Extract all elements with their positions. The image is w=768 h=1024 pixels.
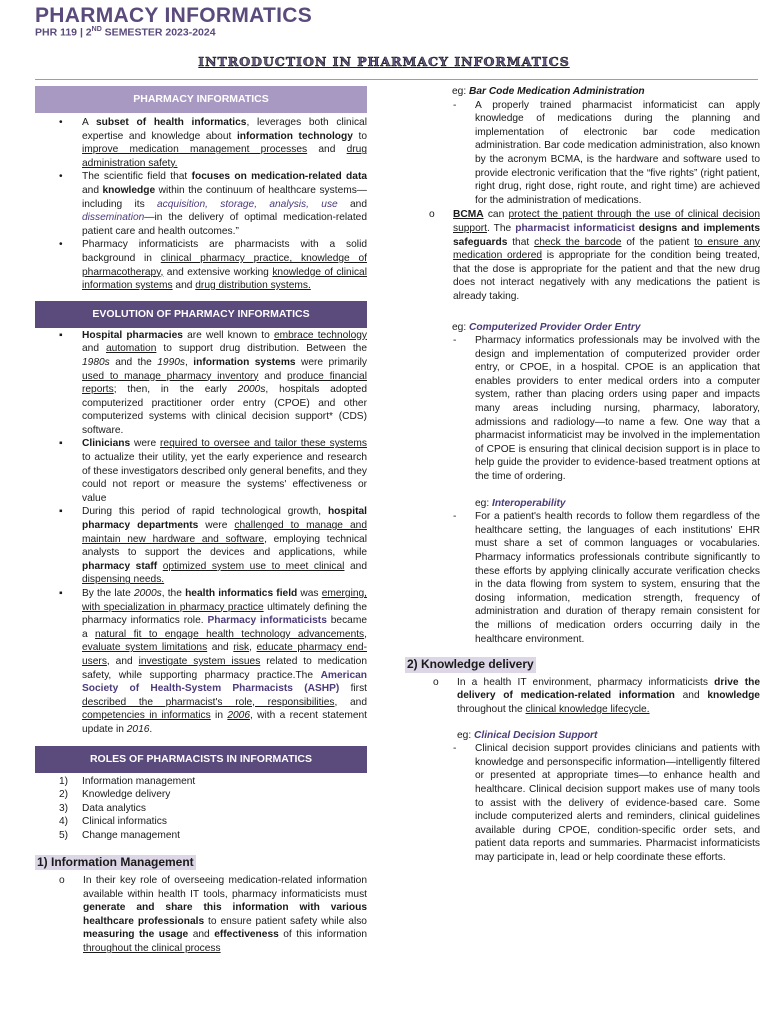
section-heading-knowledge-delivery: 2) Knowledge delivery (407, 657, 534, 672)
list-item: 2) Knowledge delivery (59, 789, 171, 801)
paragraph: - Clinical decision support provides clinicians and patients with knowledge and personspecific information—intelligently filtered or presented at appropriate times—to enhance health and healthcare. Clinical decision support makes use of many tools to assist with the delivery of evidence-based care. Some include computerized alerts and reminders, clinical guidelines available during CPOE, condition-specific order sets, and patient data reports and summaries. Pharmacist informaticists may participate in, lead or help coordinate these efforts. (453, 743, 760, 863)
list-item: • Pharmacy informaticists are pharmacists with a solid background in clinical pharmacy practice, knowledge of pharmacotherapy, and extensive working knowledge of clinical information systems and drug distribution systems. (59, 239, 367, 292)
section-banner-roles: ROLES OF PHARMACISTS IN INFORMATICS (35, 746, 367, 773)
paragraph: o In a health IT environment, pharmacy informaticists drive the delivery of medication-related information and knowledge throughout the clinical knowledge lifecycle. (433, 676, 760, 715)
list-item: 3) Data analytics (59, 802, 146, 814)
list-item: • A subset of health informatics, leverages both clinical expertise and knowledge about information technology to improve medication management processes and drug administration safety. (59, 117, 368, 169)
list-item: ▪ By the late 2000s, the health informatics field was emerging, with specialization in pharmacy practice ultimately defining the pharmacy informatics role. Pharmacy informaticists became a natural fit to engage health technology advancements, evaluate system limitations and risk, educate pharmacy end-users, and investigate system issues related to medication safety, while supporting pharmacy practice.The American Society of Health-System Pharmacists (ASHP) first described the pharmacist's role, responsibilities, and competencies in informatics in 2006, with a recent statement update in 2016. (59, 588, 368, 735)
list-item: • The scientific field that focuses on medication-related data and knowledge within the continuum of healthcare systems—including its acquisition, storage, analysis, use and dissemination—in the delivery of optimal medication-related patient care and health outcomes.” (59, 171, 368, 237)
list-item: ▪ Clinicians were required to oversee and tailor these systems to actualize their utility, yet the early experience and research of these investigators described only general benefits, and they could not report or measure the systems' effectiveness or value (59, 438, 367, 504)
right-column (405, 85, 760, 864)
course-subtitle: PHR 119 | 2ND SEMESTER 2023-2024 (35, 26, 216, 39)
list-item: 4) Clinical informatics (59, 816, 167, 828)
section-banner-evolution: EVOLUTION OF PHARMACY INFORMATICS (35, 301, 367, 328)
roles-list (35, 775, 367, 843)
main-heading: INTRODUCTION IN PHARMACY INFORMATICS (198, 54, 570, 69)
section-heading-information-management: 1) Information Management (37, 854, 194, 869)
list-item: 5) Change management (59, 829, 180, 841)
example-heading: eg: Computerized Provider Order Entry (452, 321, 641, 333)
example-heading: eg: Bar Code Medication Administration (452, 86, 645, 97)
example-heading: eg: Interoperability (475, 497, 566, 509)
list-item: ▪ Hospital pharmacies are well known to embrace technology and automation to support drug distribution. Between the 1980s and the 1990s, information systems were primarily used to manage pharmacy inventory and produce financial reports; then, in the early 2000s, hospitals adopted computerized practitioner order entry (CPOE) and other computerized systems with clinical decision support* (CDS) software. (59, 329, 368, 436)
evolution-list (35, 329, 367, 737)
paragraph: - A properly trained pharmacist informaticist can apply knowledge of medications during the planning and implementation of electronic bar code medication administration. Bar code medication administration, also known by the acronym BCMA, is the hardware and software used to provide electronic verification that the “five rights” (right patient, right drug, right dose, right route, and right time) are achieved for the administration of medications. (453, 99, 760, 206)
example-heading: eg: Clinical Decision Support (457, 729, 598, 741)
list-item: 1) Information management (59, 775, 196, 787)
paragraph: o BCMA can protect the patient through the use of clinical decision support. The pharmacist informaticist designs and implements safeguards that check the barcode of the patient to ensure any medication ordered is appropriate for the condition being treated, that the dose is appropriate for the patient and that the new drug does not interact negatively with any medications the patient is already taking. (429, 209, 761, 302)
paragraph: - Pharmacy informatics professionals may be involved with the design and implementation of computerized provider order entry, or CPOE, in a hospital. CPOE is an application that enables providers to enter medical orders into a computer system, rather than placing orders using paper and impacts many areas including nursing, pharmacy, laboratory, admissions and radiology—to name a few. One way that a pharmacist informaticist may be involved in the implementation of CPOE is ensuring that clinical decision support is in place to help guide the provider to evidence-based treatment options at the time of ordering. (453, 335, 760, 483)
document-title: PHARMACY INFORMATICS (35, 4, 313, 27)
definition-list (35, 116, 367, 293)
paragraph: - For a patient's health records to follow them regardless of the healthcare setting, the languages of each institutions' EHR must share a set of common languages or vocabularies. Pharmacy informatics professionals contribute significantly to these efforts by applying clinically accurate verification checks in the data flowing from system to system, ensuring that the dosing information, medication strength, frequency of administration and duration of therapy remain consistent for the millions of medication orders occurring daily in the healthcare environment. (453, 511, 760, 645)
left-column (35, 86, 367, 956)
paragraph: o In their key role of overseeing medication-related information available within health IT tools, pharmacy informaticists must generate and share this information with various healthcare professionals to ensure patient safety while also measuring the usage and effectiveness of this information throughout the clinical process (59, 875, 367, 955)
list-item: ▪ During this period of rapid technological growth, hospital pharmacy departments were challenged to manage and maintain new hardware and software, employing technical analysts to support the devices and applications, while pharmacy staff optimized system use to meet clinical and dispensing needs. (59, 506, 367, 586)
divider (35, 79, 758, 80)
section-banner-pharmacy-informatics: PHARMACY INFORMATICS (35, 86, 367, 113)
